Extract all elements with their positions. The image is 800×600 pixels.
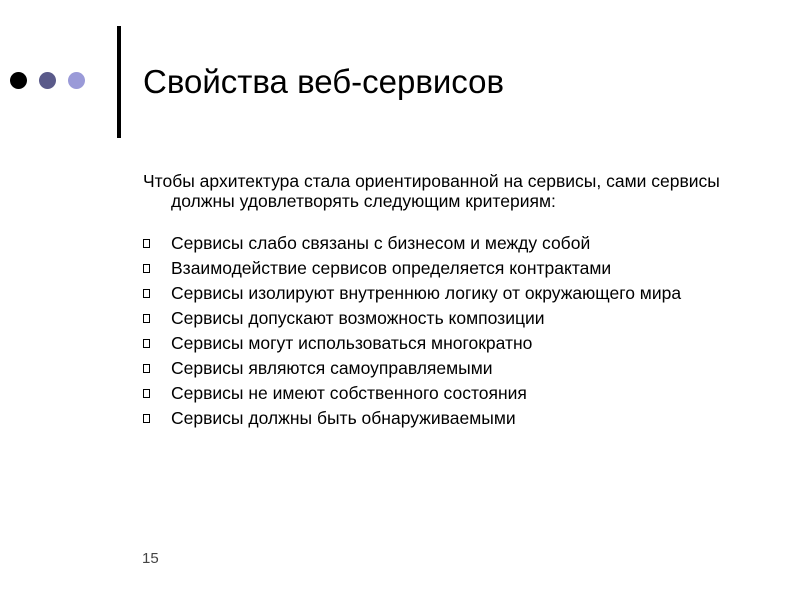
bullet-box-icon [143, 364, 150, 373]
list-item [143, 258, 753, 278]
slide-body [143, 171, 753, 433]
list-item [143, 408, 753, 428]
bullet-box-icon [143, 289, 150, 298]
dot-black-icon [10, 72, 27, 89]
page-number: 15 [142, 550, 159, 567]
list-item-text: Сервисы слабо связаны с бизнесом и между собой [171, 233, 591, 253]
dot-slate-icon [39, 72, 56, 89]
bullet-box-icon [143, 389, 150, 398]
list-item-text: Сервисы не имеют собственного состояния [171, 383, 527, 403]
bullet-box-icon [143, 264, 150, 273]
list-item [143, 233, 753, 253]
title-divider [117, 26, 121, 138]
list-item [143, 333, 753, 353]
dot-lavender-icon [68, 72, 85, 89]
bullet-box-icon [143, 339, 150, 348]
list-item-text: Сервисы являются самоуправляемыми [171, 358, 493, 378]
decorative-dots [10, 72, 85, 89]
bullet-box-icon [143, 239, 150, 248]
list-item-text: Сервисы допускают возможность композиции [171, 308, 545, 328]
bullet-box-icon [143, 314, 150, 323]
list-item [143, 358, 753, 378]
list-item [143, 283, 753, 303]
list-item [143, 308, 753, 328]
list-item-text: Сервисы могут использоваться многократно [171, 333, 533, 353]
intro-paragraph: Чтобы архитектура стала ориентированной на сервисы, сами сервисы должны удовлетворять следующим критериям: [143, 171, 720, 211]
list-item-text: Сервисы изолируют внутреннюю логику от окружающего мира [171, 283, 682, 303]
criteria-list [143, 233, 753, 428]
bullet-box-icon [143, 414, 150, 423]
slide-title: Свойства веб-сервисов [143, 63, 505, 100]
list-item [143, 383, 753, 403]
list-item-text: Сервисы должны быть обнаруживаемыми [171, 408, 516, 428]
list-item-text: Взаимодействие сервисов определяется контрактами [171, 258, 612, 278]
